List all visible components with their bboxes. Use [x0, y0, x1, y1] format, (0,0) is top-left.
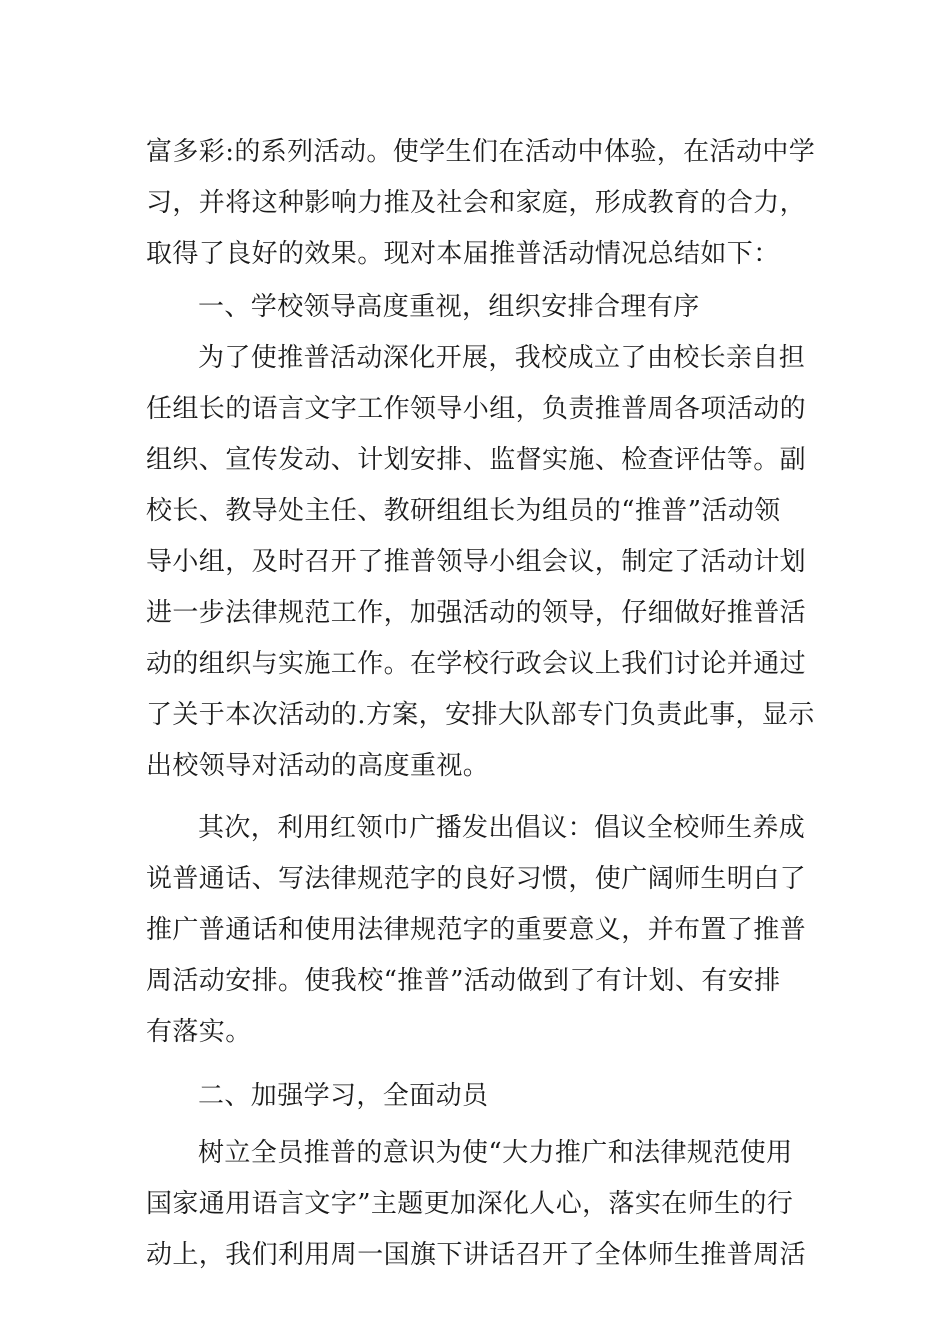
- text-line: 导小组，及时召开了推普领导小组会议，制定了活动计划: [146, 547, 807, 577]
- text-line: 取得了良好的效果。现对本届推普活动情况总结如下：: [146, 239, 780, 269]
- text-line: 说普通话、写法律规范字的良好习惯，使广阔师生明白了: [146, 864, 807, 894]
- text-line: 进一步法律规范工作，加强活动的领导，仔细做好推普活: [146, 598, 807, 628]
- text-line: 动上，我们利用周一国旗下讲话召开了全体师生推普周活: [146, 1240, 807, 1270]
- text-line: 树立全员推普的意识为使“大力推广和法律规范使用: [198, 1138, 793, 1168]
- text-line: 出校领导对活动的高度重视。: [146, 751, 490, 781]
- text-line: 了关于本次活动的.方案，安排大队部专门负责此事，显示: [146, 700, 815, 730]
- text-line: 习，并将这种影响力推及社会和家庭，形成教育的合力，: [146, 188, 807, 218]
- text-line: 校长、教导处主任、教研组组长为组员的“推普”活动领: [146, 496, 781, 526]
- text-line: 组织、宣传发动、计划安排、监督实施、检查评估等。副: [146, 445, 807, 475]
- text-line: 动的组织与实施工作。在学校行政会议上我们讨论并通过: [146, 649, 807, 679]
- text-line: 周活动安排。使我校“推普”活动做到了有计划、有安排: [146, 966, 781, 996]
- text-line: 其次，利用红领巾广播发出倡议：倡议全校师生养成: [198, 813, 806, 843]
- text-line: 任组长的语言文字工作领导小组，负责推普周各项活动的: [146, 394, 807, 424]
- text-line: 为了使推普活动深化开展，我校成立了由校长亲自担: [198, 343, 806, 373]
- section-heading: 一、学校领导高度重视，组织安排合理有序: [198, 292, 700, 322]
- text-line: 有落实。: [146, 1017, 252, 1047]
- text-line: 富多彩:的系列活动。使学生们在活动中体验，在活动中学: [146, 137, 816, 167]
- text-line: 国家通用语言文字”主题更加深化人心，落实在师生的行: [146, 1189, 794, 1219]
- text-line: 推广普通话和使用法律规范字的重要意义，并布置了推普: [146, 915, 807, 945]
- section-heading: 二、加强学习，全面动员: [198, 1081, 489, 1111]
